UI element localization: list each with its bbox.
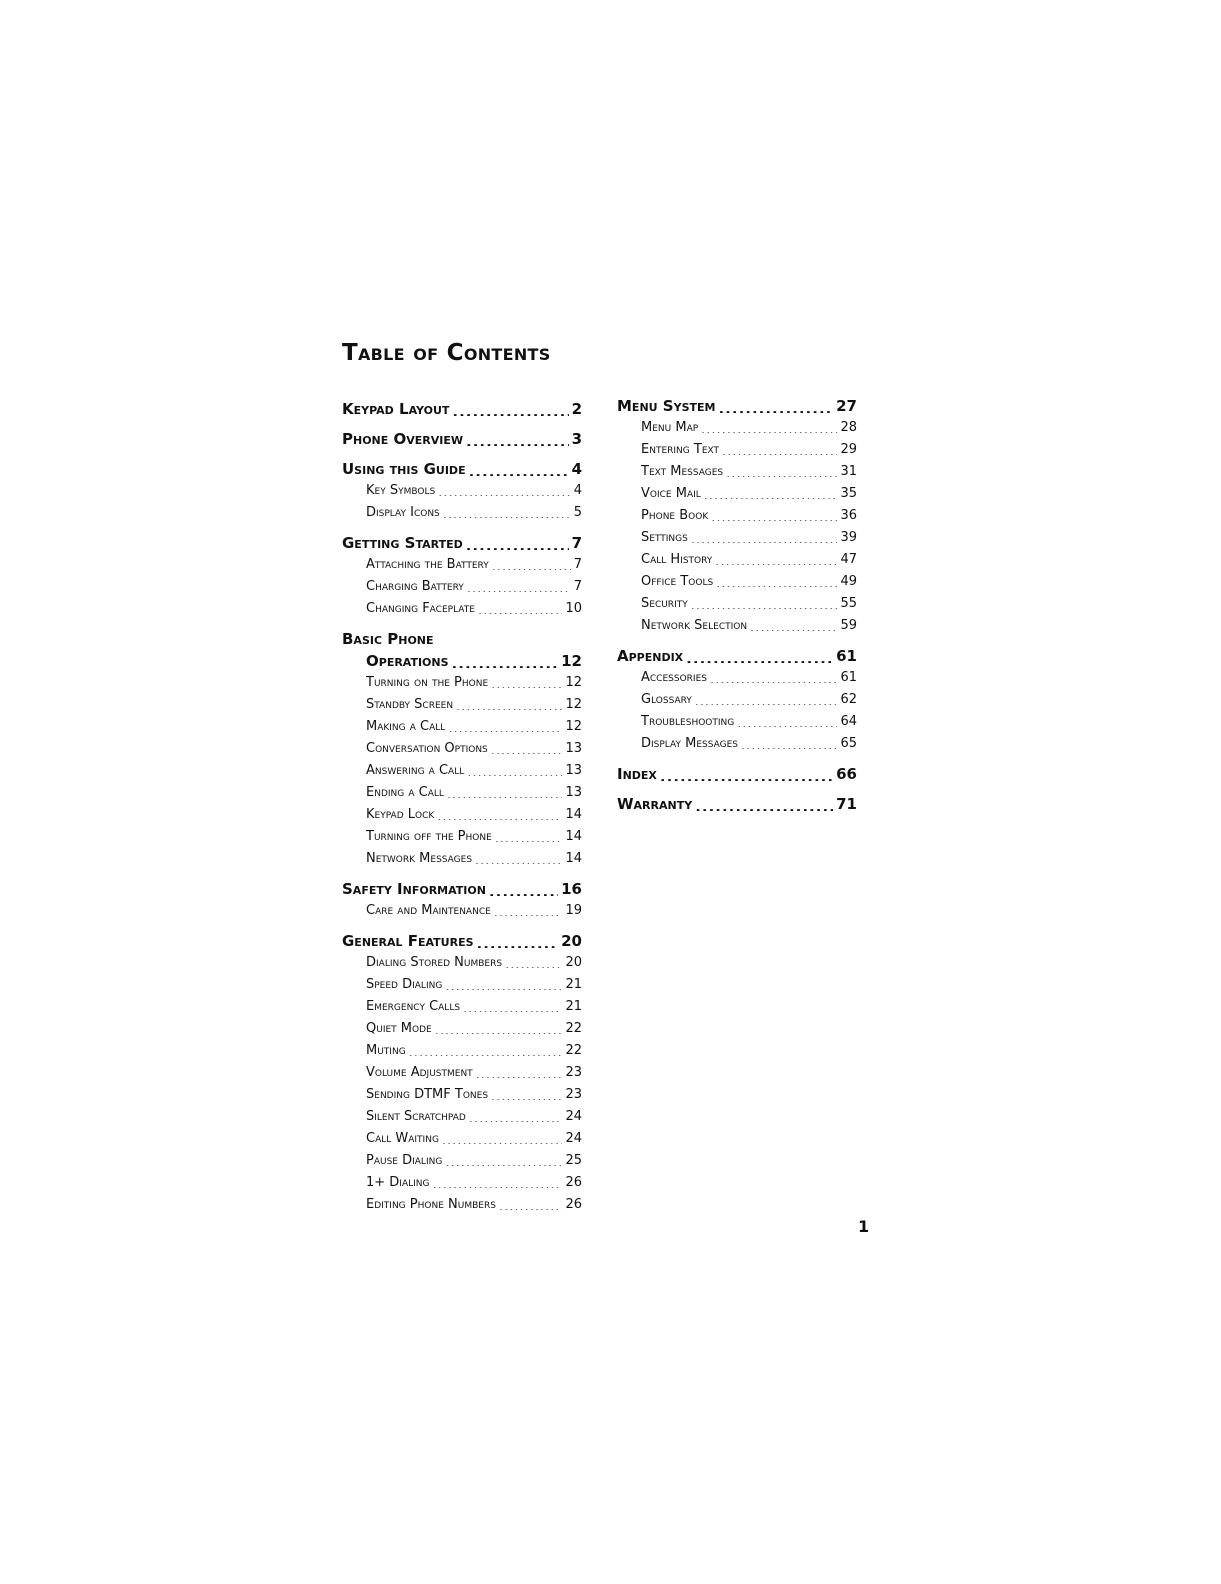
toc-entry-page: 66 [836, 765, 857, 783]
toc-subentry[interactable] [617, 527, 857, 549]
toc-entry-label: Phone Overview [342, 430, 463, 448]
toc-entry-page: 20 [561, 932, 582, 950]
toc-subentry[interactable] [617, 483, 857, 505]
toc-entry-page: 4 [571, 460, 582, 478]
toc-entry-page: 5 [573, 505, 582, 520]
dot-leader [722, 442, 837, 455]
toc-entry-page: 49 [840, 574, 857, 589]
toc-section-entry[interactable] [342, 458, 582, 480]
dot-leader [691, 530, 838, 543]
toc-entry-page: 13 [565, 741, 582, 756]
dot-leader [711, 508, 837, 521]
toc-entry-label: Editing Phone Numbers [366, 1197, 496, 1212]
dot-leader [463, 999, 562, 1012]
toc-entry-page: 22 [565, 1043, 582, 1058]
toc-entry-label: Network Messages [366, 851, 473, 866]
toc-entry-label: Accessories [641, 670, 707, 685]
toc-entry-label: Ending a Call [366, 785, 444, 800]
toc-entry-page: 12 [561, 652, 582, 670]
dot-leader [477, 933, 559, 948]
toc-entry-page: 7 [573, 557, 582, 572]
toc-entry-page: 28 [840, 420, 857, 435]
toc-entry-label: Dialing Stored Numbers [366, 955, 503, 970]
toc-entry-label: Emergency Calls [366, 999, 461, 1014]
dot-leader [737, 714, 837, 727]
toc-entry-label: Turning off the Phone [366, 829, 492, 844]
toc-entry-page: 2 [571, 400, 582, 418]
toc-entry-label: Troubleshooting [641, 714, 735, 729]
toc-entry-label: General Features [342, 932, 474, 950]
toc-entry-page: 35 [840, 486, 857, 501]
toc-subentry[interactable] [617, 711, 857, 733]
toc-subentry[interactable] [617, 439, 857, 461]
toc-entry-label: Phone Book [641, 508, 709, 523]
toc-entry-label: Pause Dialing [366, 1153, 443, 1168]
toc-subentry[interactable] [342, 1106, 582, 1128]
dot-leader [467, 579, 571, 592]
toc-subentry[interactable] [342, 1062, 582, 1084]
dot-leader [466, 535, 569, 550]
toc-subentry[interactable] [342, 1128, 582, 1150]
dot-leader [433, 1175, 563, 1188]
toc-entry-label: Making a Call [366, 719, 446, 734]
toc-entry-label: Index [617, 765, 657, 783]
toc-subentry[interactable] [342, 672, 582, 694]
toc-subentry[interactable] [617, 417, 857, 439]
toc-section-entry[interactable] [617, 645, 857, 667]
toc-entry-label: Muting [366, 1043, 406, 1058]
toc-subentry[interactable] [342, 782, 582, 804]
toc-left-column [342, 398, 582, 1216]
toc-entry-page: 10 [565, 601, 582, 616]
dot-leader [447, 785, 563, 798]
toc-subentry[interactable] [342, 952, 582, 974]
toc-subentry[interactable] [342, 738, 582, 760]
toc-section-entry[interactable] [617, 793, 857, 815]
dot-leader [469, 461, 569, 476]
toc-entry-page: 31 [840, 464, 857, 479]
dot-leader [750, 618, 837, 631]
toc-entry-page: 3 [571, 430, 582, 448]
toc-entry-label: Keypad Lock [366, 807, 435, 822]
toc-entry-label: Entering Text [641, 442, 720, 457]
toc-entry-page: 16 [561, 880, 582, 898]
toc-entry-page: 55 [840, 596, 857, 611]
toc-entry-page: 13 [565, 763, 582, 778]
toc-entry-label: Speed Dialing [366, 977, 443, 992]
toc-subentry[interactable] [342, 1194, 582, 1216]
dot-leader [492, 557, 571, 570]
toc-entry-page: 62 [840, 692, 857, 707]
toc-entry-label: Network Selection [641, 618, 748, 633]
toc-entry-page: 7 [571, 534, 582, 552]
toc-entry-label: Appendix [617, 647, 684, 665]
dot-leader [438, 483, 571, 496]
dot-leader [475, 851, 562, 864]
toc-entry-page: 65 [840, 736, 857, 751]
toc-subentry[interactable] [342, 598, 582, 620]
toc-entry-label: Basic Phone [342, 630, 434, 648]
toc-entry-page: 14 [565, 851, 582, 866]
toc-entry-page: 12 [565, 719, 582, 734]
toc-subentry[interactable] [342, 996, 582, 1018]
toc-section-entry[interactable] [617, 395, 857, 417]
dot-leader [716, 574, 837, 587]
toc-entry-label: Care and Maintenance [366, 903, 491, 918]
dot-leader [741, 736, 837, 749]
toc-entry-label: Using this Guide [342, 460, 466, 478]
toc-entry-page: 25 [565, 1153, 582, 1168]
toc-entry-label: Silent Scratchpad [366, 1109, 466, 1124]
toc-subentry[interactable] [617, 667, 857, 689]
toc-subentry[interactable] [342, 694, 582, 716]
toc-entry-label: Menu Map [641, 420, 699, 435]
toc-subentry[interactable] [342, 848, 582, 870]
toc-entry-label: Volume Adjustment [366, 1065, 473, 1080]
toc-right-column [617, 395, 857, 815]
toc-entry-page: 61 [840, 670, 857, 685]
dot-leader [494, 903, 563, 916]
toc-subentry[interactable] [617, 593, 857, 615]
toc-entry-page: 7 [573, 579, 582, 594]
toc-entry-page: 29 [840, 442, 857, 457]
toc-entry-label: Charging Battery [366, 579, 464, 594]
dot-leader [452, 653, 559, 668]
dot-leader [466, 431, 569, 446]
toc-entry-page: 21 [565, 977, 582, 992]
dot-leader [442, 1131, 563, 1144]
toc-entry-label: Glossary [641, 692, 692, 707]
toc-subentry[interactable] [617, 615, 857, 637]
dot-leader [469, 1109, 563, 1122]
toc-entry-label: 1+ Dialing [366, 1175, 430, 1190]
toc-subentry[interactable] [342, 502, 582, 524]
dot-leader [710, 670, 837, 683]
toc-entry-page: 71 [836, 795, 857, 813]
toc-subentry[interactable] [342, 1084, 582, 1106]
dot-leader [409, 1043, 563, 1056]
toc-subentry[interactable] [342, 826, 582, 848]
toc-subentry[interactable] [342, 760, 582, 782]
toc-entry-label: Warranty [617, 795, 693, 813]
toc-entry-label: Sending DTMF Tones [366, 1087, 489, 1102]
toc-entry-page: 14 [565, 807, 582, 822]
toc-subentry[interactable] [342, 804, 582, 826]
toc-entry-page: 47 [840, 552, 857, 567]
toc-entry-label: Voice Mail [641, 486, 701, 501]
dot-leader [448, 719, 562, 732]
toc-entry-page: 13 [565, 785, 582, 800]
toc-subentry[interactable] [342, 716, 582, 738]
toc-entry-label: Quiet Mode [366, 1021, 432, 1036]
toc-entry-page: 27 [836, 397, 857, 415]
toc-entry-label: Settings [641, 530, 688, 545]
toc-entry-page: 39 [840, 530, 857, 545]
toc-entry-page: 21 [565, 999, 582, 1014]
dot-leader [495, 829, 563, 842]
toc-entry-label: Display Messages [641, 736, 738, 751]
toc-subentry[interactable] [342, 1018, 582, 1040]
toc-entry-label: Call Waiting [366, 1131, 439, 1146]
dot-leader [445, 1153, 562, 1166]
toc-entry-page: 61 [836, 647, 857, 665]
toc-entry-label: Answering a Call [366, 763, 465, 778]
toc-subentry[interactable] [342, 900, 582, 922]
dot-leader [452, 401, 568, 416]
toc-entry-page: 64 [840, 714, 857, 729]
dot-leader [660, 766, 833, 781]
toc-entry-label: Changing Faceplate [366, 601, 475, 616]
toc-subentry[interactable] [342, 480, 582, 502]
toc-subentry[interactable] [617, 733, 857, 755]
dot-leader [691, 596, 838, 609]
dot-leader [491, 1087, 562, 1100]
toc-section-entry[interactable] [342, 930, 582, 952]
toc-subentry[interactable] [342, 554, 582, 576]
toc-entry-label: Operations [366, 652, 449, 670]
toc-entry-page: 19 [565, 903, 582, 918]
dot-leader [499, 1197, 563, 1210]
toc-entry-page: 4 [573, 483, 582, 498]
toc-subentry[interactable] [617, 505, 857, 527]
toc-entry-page: 20 [565, 955, 582, 970]
dot-leader [491, 741, 563, 754]
toc-entry-page: 14 [565, 829, 582, 844]
toc-section-entry[interactable] [342, 532, 582, 554]
dot-leader [467, 763, 562, 776]
toc-entry-label: Keypad Layout [342, 400, 450, 418]
toc-entry-page: 26 [565, 1175, 582, 1190]
toc-entry-label: Attaching the Battery [366, 557, 489, 572]
toc-entry-label: Conversation Options [366, 741, 488, 756]
dot-leader [437, 807, 562, 820]
dot-leader [476, 1065, 563, 1078]
dot-leader [445, 977, 562, 990]
toc-subentry[interactable] [617, 689, 857, 711]
toc-entry-label: Display Icons [366, 505, 440, 520]
dot-leader [686, 648, 833, 663]
toc-subentry[interactable] [617, 461, 857, 483]
toc-subentry[interactable] [342, 1040, 582, 1062]
toc-entry-page: 12 [565, 675, 582, 690]
dot-leader [718, 398, 833, 413]
dot-leader [443, 505, 571, 518]
dot-leader [505, 955, 562, 968]
toc-section-entry[interactable] [342, 628, 582, 650]
toc-entry-label: Office Tools [641, 574, 714, 589]
toc-entry-page: 26 [565, 1197, 582, 1212]
dot-leader [491, 675, 562, 688]
toc-entry-page: 23 [565, 1087, 582, 1102]
toc-section-entry[interactable] [617, 763, 857, 785]
toc-entry-page: 23 [565, 1065, 582, 1080]
dot-leader [726, 464, 837, 477]
toc-entry-label: Security [641, 596, 688, 611]
dot-leader [701, 420, 837, 433]
toc-entry-label: Getting Started [342, 534, 463, 552]
dot-leader [478, 601, 563, 614]
toc-entry-label: Text Messages [641, 464, 724, 479]
toc-entry-label: Standby Screen [366, 697, 454, 712]
toc-subentry[interactable] [342, 974, 582, 996]
toc-entry-label: Key Symbols [366, 483, 436, 498]
page-number: 1 [858, 1217, 870, 1236]
toc-subentry[interactable] [342, 576, 582, 598]
dot-leader [435, 1021, 563, 1034]
dot-leader [695, 796, 833, 811]
toc-subentry[interactable] [617, 549, 857, 571]
toc-entry-page: 24 [565, 1131, 582, 1146]
toc-section-entry[interactable] [342, 428, 582, 450]
toc-entry-page: 59 [840, 618, 857, 633]
toc-entry-label: Menu System [617, 397, 716, 415]
toc-section-entry[interactable] [342, 878, 582, 900]
toc-entry-label: Turning on the Phone [366, 675, 489, 690]
dot-leader [695, 692, 838, 705]
dot-leader [489, 881, 558, 896]
toc-entry-page: 12 [565, 697, 582, 712]
dot-leader [704, 486, 838, 499]
toc-entry-page: 24 [565, 1109, 582, 1124]
toc-subentry[interactable] [342, 1150, 582, 1172]
toc-section-entry[interactable] [342, 650, 582, 672]
toc-entry-label: Safety Information [342, 880, 486, 898]
page-title: Table of Contents [342, 340, 551, 366]
dot-leader [715, 552, 837, 565]
toc-entry-page: 36 [840, 508, 857, 523]
toc-subentry[interactable] [617, 571, 857, 593]
toc-section-entry[interactable] [342, 398, 582, 420]
dot-leader [456, 697, 562, 710]
toc-subentry[interactable] [342, 1172, 582, 1194]
toc-entry-page: 22 [565, 1021, 582, 1036]
toc-entry-label: Call History [641, 552, 713, 567]
